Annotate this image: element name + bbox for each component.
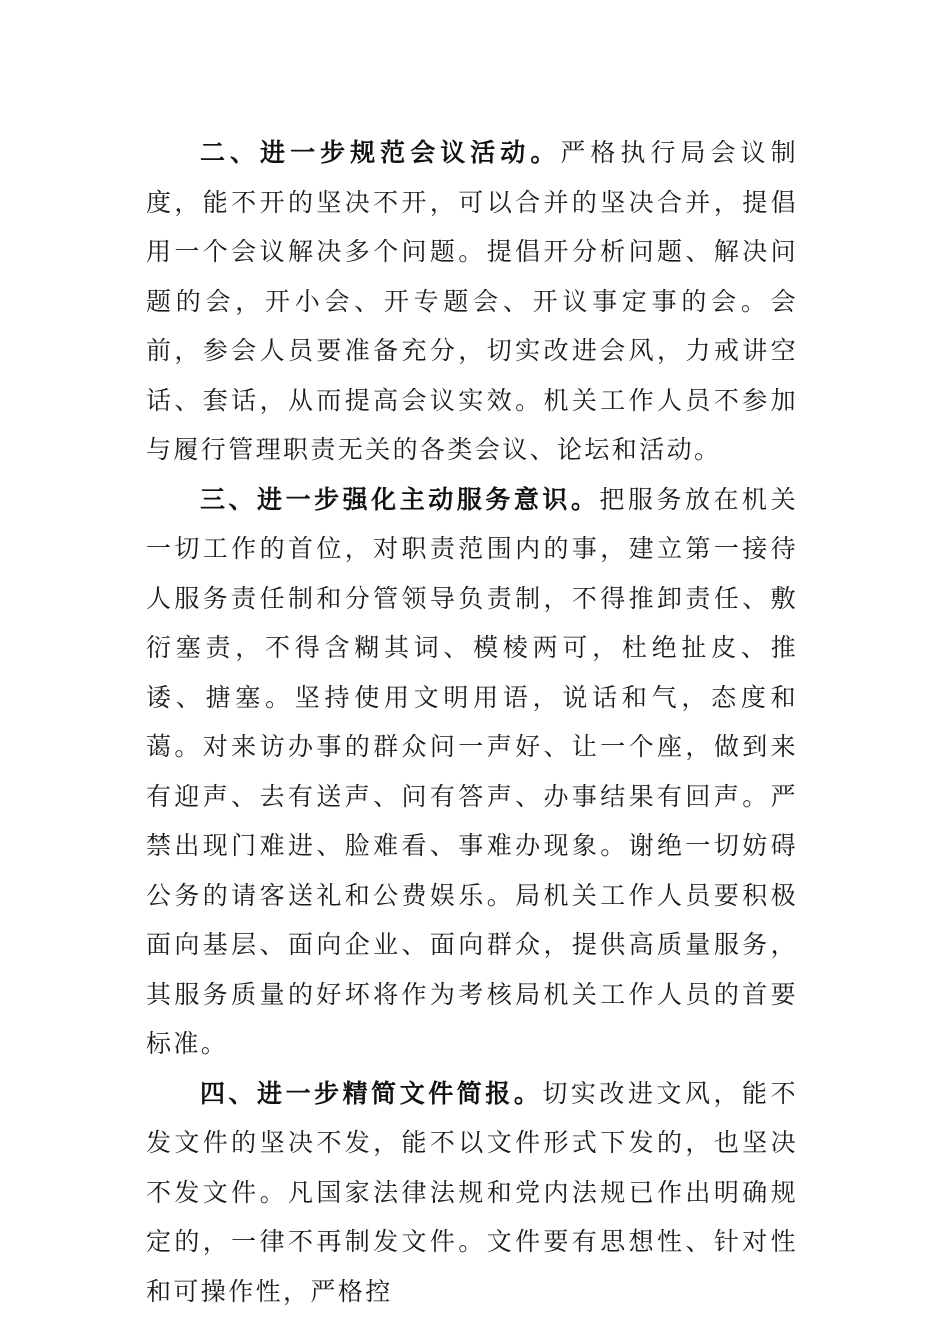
paragraph-heading: 二、进一步规范会议活动。 (200, 138, 561, 167)
paragraph-text: 把服务放在机关一切工作的首位，对职责范围内的事，建立第一接待人服务责任制和分管领导负责制，不得推卸责任、敷衍塞责，不得含糊其词、模棱两可，杜绝扯皮、推诿、搪塞。坚持使用文明用语，说话和气，态度和蔼。对来访办事的群众问一声好、让一个座，做到来有迎声、去有送声、问有答声、办事结果有回声。严禁出现门难进、脸难看、事难办现象。谢绝一切妨碍公务的请客送礼和公费娱乐。局机关工作人员要积极面向基层、面向企业、面向群众，提供高质量服务，其服务质量的好坏将作为考核局机关工作人员的首要标准。 (146, 484, 798, 1058)
paragraph-meeting-activities (146, 128, 798, 475)
paragraph-text: 严格执行局会议制度，能不开的坚决不开，可以合并的坚决合并，提倡用一个会议解决多个问题。提倡开分析问题、解决问题的会，开小会、开专题会、开议事定事的会。会前，参会人员要准备充分，切实改进会风，力戒讲空话、套话，从而提高会议实效。机关工作人员不参加与履行管理职责无关的各类会议、论坛和活动。 (146, 138, 798, 464)
paragraph-text: 切实改进文风，能不发文件的坚决不发，能不以文件形式下发的，也坚决不发文件。凡国家法律法规和党内法规已作出明确规定的，一律不再制发文件。文件要有思想性、针对性和可操作性，严格控 (146, 1078, 798, 1306)
paragraph-heading: 三、进一步强化主动服务意识。 (200, 484, 600, 514)
paragraph-document-briefs (146, 1069, 798, 1317)
paragraph-service-awareness (146, 475, 798, 1069)
paragraph-heading: 四、进一步精简文件简报。 (200, 1078, 543, 1108)
document-body (146, 128, 798, 1316)
